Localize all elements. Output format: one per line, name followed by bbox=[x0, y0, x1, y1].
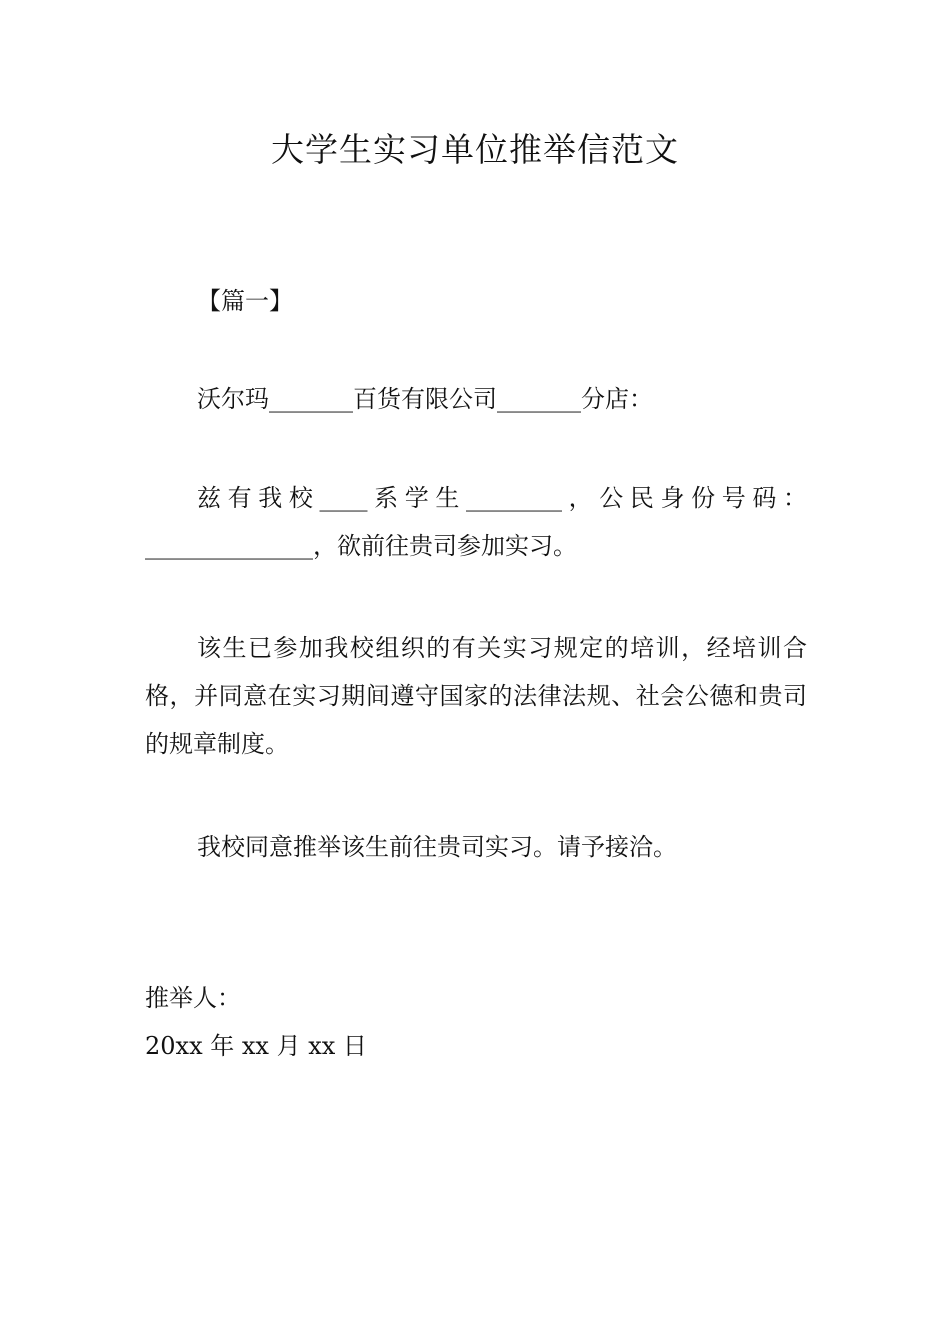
paragraph-introduction: 兹有我校____系学生________，公民身份号码：______________，欲前往贵司参加实习。 bbox=[145, 484, 807, 560]
letter-salutation: 沃尔玛_______百货有限公司_______分店： bbox=[197, 385, 653, 413]
document-title: 大学生实习单位推举信范文 bbox=[271, 130, 679, 169]
section-label: 【篇一】 bbox=[197, 287, 293, 315]
signature-label: 推举人： bbox=[145, 984, 241, 1012]
paragraph-training: 该生已参加我校组织的有关实习规定的培训，经培训合格，并同意在实习期间遵守国家的法律法规、社会公德和贵司的规章制度。 bbox=[145, 634, 807, 758]
paragraph-recommendation: 我校同意推举该生前往贵司实习。请予接洽。 bbox=[197, 833, 677, 861]
letter-date: 20xx 年 xx 月 xx 日 bbox=[145, 1032, 367, 1060]
